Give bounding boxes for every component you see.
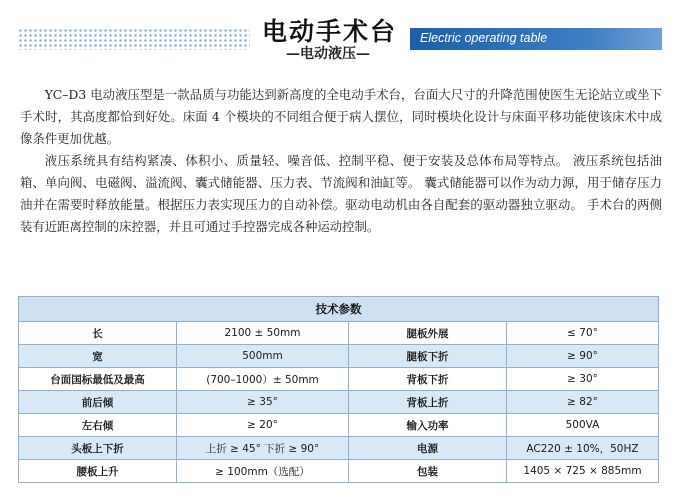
spec-table-header <box>19 297 659 322</box>
spec-value: ≥ 90° <box>507 345 659 368</box>
spec-label: 输入功率 <box>349 414 507 437</box>
english-title: Electric operating table <box>420 31 548 45</box>
spec-label: 背板上折 <box>349 391 507 414</box>
spec-value: 500mm <box>177 345 349 368</box>
table-row <box>19 460 659 483</box>
spec-value: ≤ 70° <box>507 322 659 345</box>
table-row <box>19 414 659 437</box>
spec-label: 宽 <box>19 345 177 368</box>
spec-label: 台面国标最低及最高 <box>19 368 177 391</box>
spec-label: 腿板外展 <box>349 322 507 345</box>
spec-value: ≥ 35° <box>177 391 349 414</box>
spec-value: (700–1000）± 50mm <box>177 368 349 391</box>
table-row <box>19 391 659 414</box>
spec-label: 左右倾 <box>19 414 177 437</box>
table-row <box>19 322 659 345</box>
intro-text <box>20 84 662 238</box>
spec-value: 上折 ≥ 45° 下折 ≥ 90° <box>177 437 349 460</box>
page-title: 电动手术台 <box>262 17 398 46</box>
table-row <box>19 368 659 391</box>
intro-paragraph-2: 液压系统具有结构紧凑、体积小、质量轻、噪音低、控制平稳、便于安装及总体布局等特点。 液压系统包括油箱、单向阀、电磁阀、溢流阀、囊式储能器、压力表、节流阀和油缸等。 囊式储能器可以作为动力源，用于储存压力油并在需要时释放能量。根据压力表实现压力的自动补偿。驱动电动机由各自配套的驱动器独立驱动。 手术台的两侧装有近距离控制的床控器，并且可通过手控器完成各种运动控制。 <box>20 153 662 234</box>
spec-label: 头板上下折 <box>19 437 177 460</box>
spec-value: 1405 × 725 × 885mm <box>507 460 659 483</box>
spec-value: AC220 ± 10%，50HZ <box>507 437 659 460</box>
spec-value: 2100 ± 50mm <box>177 322 349 345</box>
intro-paragraph-1: YC–D3 电动液压型是一款品质与功能达到新高度的全电动手术台，台面大尺寸的升降范围使医生无论站立或坐下手术时，其高度都恰到好处。床面 4 个模块的不同组合便于病人摆位，同时模块化设计与床面平移功能使该床术中成像条件更加优越。 <box>20 87 662 146</box>
spec-label: 前后倾 <box>19 391 177 414</box>
table-row <box>19 437 659 460</box>
spec-label: 电源 <box>349 437 507 460</box>
spec-value: ≥ 100mm（选配） <box>177 460 349 483</box>
spec-label: 腰板上升 <box>19 460 177 483</box>
spec-label: 腿板下折 <box>349 345 507 368</box>
spec-table <box>18 296 659 483</box>
spec-label: 长 <box>19 322 177 345</box>
decorative-dot-band <box>18 28 250 50</box>
spec-label: 包装 <box>349 460 507 483</box>
spec-label: 背板下折 <box>349 368 507 391</box>
spec-table-caption: 技术参数 <box>19 297 659 322</box>
spec-value: ≥ 20° <box>177 414 349 437</box>
table-row <box>19 345 659 368</box>
page-subtitle: —电动液压— <box>286 46 370 62</box>
spec-value: 500VA <box>507 414 659 437</box>
spec-value: ≥ 82° <box>507 391 659 414</box>
spec-value: ≥ 30° <box>507 368 659 391</box>
